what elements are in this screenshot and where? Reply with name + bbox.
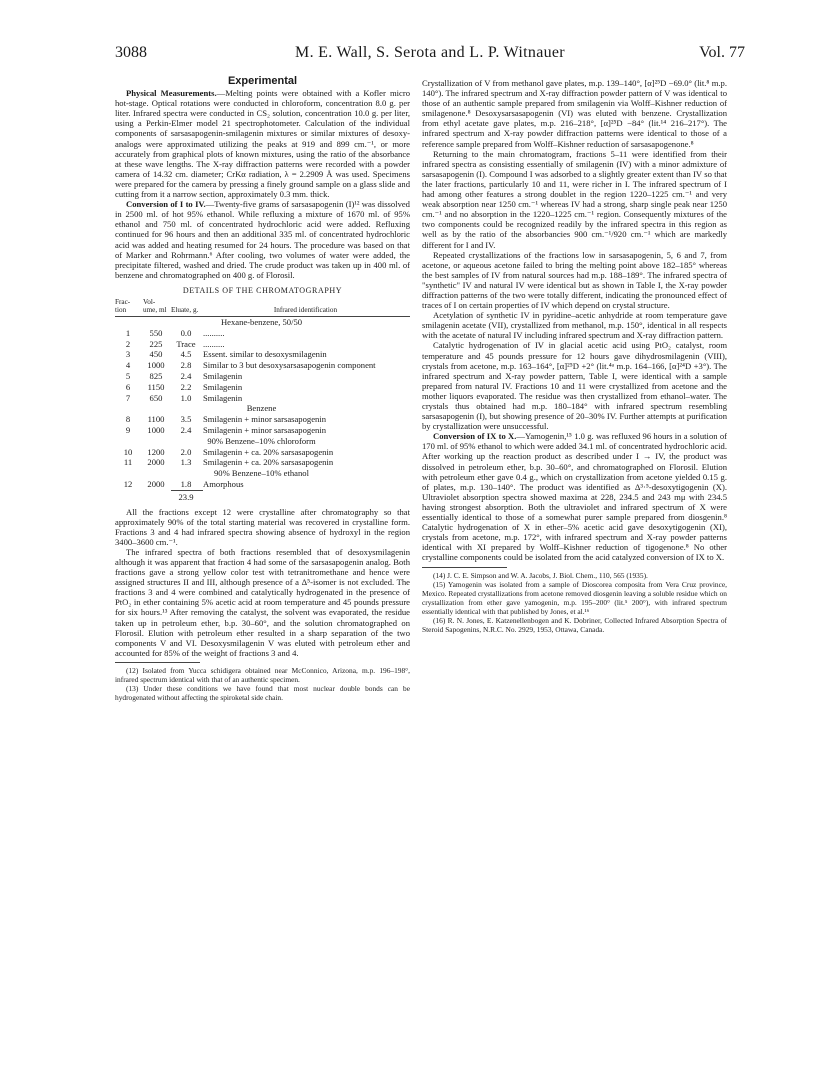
- cell-volume: 1000: [147, 360, 165, 371]
- paragraph-text: —Twenty-five grams of sarsasapogenin (I)¹² was dissolved in 2500 ml. of hot 95% ethanol. While refluxing a mixture of 1670 ml. of 95% ethanol and 750 ml. of concentrated hydrochloric acid were added. Refluxing continued for 96 hours and then an additional 335 ml. of concentrated hydrochloric acid was added and heating resumed for 24 hours. The procedure was based on that of Marker and Rohrmann.⁶ After cooling, two volumes of water were added, the precipitate filtered, washed and dried. The crude product was taken up in 400 ml. of benzene and chromatographed on 400 g. of Florosil.: [115, 199, 410, 280]
- table-row: [115, 393, 410, 404]
- solvent-group-label: Benzene: [246, 403, 277, 414]
- cell-fraction: 5: [125, 370, 131, 381]
- running-title: M. E. Wall, S. Serota and L. P. Witnauer: [295, 44, 565, 61]
- cell-infrared: Smilagenin: [203, 392, 243, 403]
- section-title: Experimental: [227, 75, 298, 87]
- cell-eluate: Trace: [176, 338, 196, 349]
- cell-total-eluate: 23.9: [171, 490, 203, 502]
- cell-volume: 650: [149, 392, 163, 403]
- table-row: [115, 479, 410, 490]
- cell-infrared: Smilagenin + minor sarsasapogenin: [203, 424, 326, 435]
- table-row: [115, 414, 410, 425]
- cell-infrared: ..........: [203, 327, 225, 338]
- col-header-infrared: Infrared identification: [203, 298, 410, 317]
- table-body: [115, 316, 410, 502]
- page-number: 3088: [115, 44, 147, 61]
- footnote-12: (12) Isolated from Yucca schidigera obtained near McConnico, Arizona, m.p. 196–198°, infrared spectrum identical with that of an authentic specimen.: [115, 665, 410, 684]
- cell-eluate: 3.5: [180, 414, 192, 425]
- right-column: [422, 78, 727, 634]
- cell-eluate: 2.0: [180, 446, 192, 457]
- cell-eluate: 2.4: [180, 370, 192, 381]
- cell-eluate: 0.0: [180, 327, 192, 338]
- paragraph-hydrogenation: Catalytic hydrogenation of IV in glacial acetic acid using PtO₂ catalyst, room temperature and 45 pounds pressure for 12 hours gave dihydrosmilagenin (VIII), crystals from acetone, m.p. 163–164°, [α]²⁵D +2° (lit.⁴ᵃ m.p. 164–166, [α]²⁴D +3°). The infrared spectrum and X-ray powder pattern, Table I, were identical with a sample prepared from natural IV. Fractions 10 and 11 were crystallized from acetone and the mother liquors evaporated. The residue was then crystallized from ethanol–water. The crystals thus obtained had m.p. 180–184° with infrared spectrum resembling sarsasapogenin (I), but showing presence of 20–30% IV. Further attempts at purification by crystallization were unsuccessful.: [422, 340, 727, 432]
- cell-fraction: 11: [123, 457, 133, 468]
- paragraph-conversion-i-iv: [115, 199, 410, 280]
- table-caption: DETAILS OF THE CHROMATOGRAPHY: [182, 285, 343, 295]
- solvent-group-label: 90% Benzene–10% chloroform: [207, 435, 316, 446]
- cell-infrared: Essent. similar to desoxysmilagenin: [203, 349, 327, 360]
- table-row: [115, 371, 410, 382]
- table-group-row: [115, 436, 410, 447]
- paragraph-crystallization-v: Crystallization of V from methanol gave plates, m.p. 139–140°, [α]²⁵D −69.0° (lit.⁸ m.p. 140°). The infrared spectrum and X-ray diffraction powder pattern of V was identical to those of an authentic sample prepared from smilagenin via Wolff–Kishner reduction of smilagenone.⁸ Desoxysarsasapogenin (VI) was eluted with benzene. Crystallization from ethyl acetate gave plates, m.p. 216–218°, [α]²⁵D −84° (lit.¹⁴ 216–217°). The infrared spectrum and X-ray powder diffraction patterns were identical to those of a reference sample prepared from Wolff–Kishner reduction of sarsasapogenone.⁸: [422, 78, 727, 149]
- paragraph-physical-measurements: [115, 88, 410, 199]
- cell-volume: 550: [149, 327, 163, 338]
- cell-volume: 2000: [147, 457, 165, 468]
- table-row: [115, 425, 410, 436]
- col-header-fraction: Frac-tion: [115, 298, 143, 317]
- cell-fraction: 1: [125, 327, 131, 338]
- paragraph-conversion-ix-x: [422, 431, 727, 562]
- cell-volume: 2000: [147, 478, 165, 489]
- cell-fraction: 3: [125, 349, 131, 360]
- table-header-row: [115, 298, 410, 317]
- cell-infrared: Amorphous: [203, 478, 244, 489]
- footnote-rule: [115, 662, 200, 663]
- table-group-row: [115, 403, 410, 414]
- footnote-rule: [422, 567, 507, 568]
- cell-eluate: 2.8: [180, 360, 192, 371]
- cell-fraction: 4: [125, 360, 131, 371]
- cell-fraction: 9: [125, 424, 131, 435]
- paragraph-text: —Melting points were obtained with a Kofler micro hot-stage. Optical rotations were conducted in chloroform, concentration 8.0 g. per liter. Infrared spectra were conducted in CS₂ solution, concentration 10.0 g. per liter, using a Perkin-Elmer model 21 spectrophotometer. Calculation of the individual components of sarsasapogenin-smilagenin mixtures or similar mixtures of desoxy-analogs were approximated utilizing the peaks at 919 and 899 cm.⁻¹, or more accurately from graphical plots of known mixtures, using the ratio of the absorbance at these wave lengths. The X-ray diffraction patterns were recorded with a powder camera of 14.32 cm. diameter; CrKα radiation, λ = 2.2909 Å was used. Specimens were prepared for the camera by pressing a finely ground sample on a glass slide and cutting from it a narrow section, approximately 0.3 mm. thick.: [115, 88, 410, 200]
- left-column: [115, 76, 410, 702]
- cell-infrared: Smilagenin + ca. 20% sarsasapogenin: [203, 446, 334, 457]
- table-total-row: [115, 490, 410, 502]
- cell-eluate: 2.2: [180, 381, 192, 392]
- col-header-volume: Vol-ume, ml: [143, 298, 171, 317]
- cell-eluate: 2.4: [180, 424, 192, 435]
- solvent-group-label: 90% Benzene–10% ethanol: [214, 468, 309, 479]
- running-header: [115, 44, 745, 64]
- col-header-eluate: Eluate, g.: [171, 298, 203, 317]
- cell-fraction: 7: [125, 392, 131, 403]
- table-group-row: [115, 316, 410, 327]
- footnote-13: (13) Under these conditions we have found that most nuclear double bonds can be hydrogenated without affecting the spiroketal side chain.: [115, 683, 410, 702]
- footnote-16: (16) R. N. Jones, E. Katzenellenbogen and K. Dobriner, Collected Infrared Absorption Spectra of Steroid Sapogenins, N.R.C. No. 2929, 1953, Ottawa, Canada.: [422, 615, 727, 634]
- paragraph-acetylation: Acetylation of synthetic IV in pyridine–acetic anhydride at room temperature gave smilagenin acetate (VII), crystallized from methanol, m.p. 150°, identical in all respects with the acetate of natural IV including infrared spectrum and X-ray diffraction pattern.: [422, 310, 727, 341]
- cell-infrared: ..........: [203, 338, 225, 349]
- solvent-group-label: Hexane-benzene, 50/50: [220, 316, 303, 327]
- chromatography-table: [115, 298, 410, 503]
- paragraph-main-chromatogram: Returning to the main chromatogram, fractions 5–11 were identified from their infrared spectra as consisting essentially of smilagenin (IV) with a minor admixture of sarsasapogenin (I). Compound I was adsorbed to a slightly greater extent than IV so that the later fractions, particularly 10 and 11, were richer in I. The infrared spectrum of I had among other features a strong doublet in the region 1220–1225 cm.⁻¹ and very weak absorption near 1250 cm.⁻¹ whereas IV had a strong, sharp single peak near 1250 cm.⁻¹ and no absorption in the 1220–1225 cm.⁻¹ region. Consequently mixtures of the two components could be recognized readily by the infrared spectra in this region as well as by the ratio of the absorbancies 900 cm.⁻¹/920 cm.⁻¹ which are markedly different for I and IV.: [422, 148, 727, 250]
- cell-fraction: 8: [125, 414, 131, 425]
- cell-volume: 825: [149, 370, 163, 381]
- cell-infrared: Smilagenin: [203, 370, 243, 381]
- cell-eluate: 1.3: [180, 457, 192, 468]
- table-row: [115, 447, 410, 458]
- run-in-heading: Physical Measurements.: [126, 88, 217, 99]
- cell-infrared: Smilagenin + ca. 20% sarsasapogenin: [203, 457, 334, 468]
- volume-number: Vol. 77: [699, 44, 745, 61]
- cell-volume: 1200: [147, 446, 165, 457]
- table-row: [115, 382, 410, 393]
- paragraph-text: —Yamogenin,¹⁵ 1.0 g. was refluxed 96 hours in a solution of 170 ml. of 95% ethanol to which were added 34.1 ml. of concentrated hydrochloric acid. After working up the reaction product as described under I → IV, the product was dissolved in petroleum ether, b.p. 30–60°, and chromatographed on Florosil. Elution with petroleum ether gave 0.4 g., which on crystallization from acetone yielded 0.15 g. of plates, m.p. 130–140°. The product was identified as Δ³·⁵-desoxytigogenin (X). Ultraviolet absorption spectra showed maxima at 228, 234.5 and 243 mμ with 234.5 having strongest absorption. Both the ultraviolet and infrared spectrum of X were essentially identical to those of a somewhat purer sample prepared from diosgenin.⁸ Catalytic hydrogenation of X in ether–5% acetic acid gave desoxytigogenin (XI), crystals from acetone, m.p. 172°, with infrared spectrum and X-ray powder patterns identical with XI prepared by Wolff–Kishner reduction of tigogenone.⁸ No other crystalline components could be isolated from the acid catalyzed conversion of IX to X.: [422, 431, 727, 563]
- cell-volume: 225: [149, 338, 163, 349]
- cell-eluate: 4.5: [180, 349, 192, 360]
- table-group-row: [115, 468, 410, 479]
- cell-fraction: 6: [125, 381, 131, 392]
- cell-infrared: Smilagenin + minor sarsasapogenin: [203, 414, 326, 425]
- run-in-heading: Conversion of IX to X.: [433, 431, 517, 442]
- paragraph-infrared-spectra: The infrared spectra of both fractions resembled that of desoxysmilagenin although it was apparent that fraction 4 had some of the sarsasapogenin analog. Both fractions gave a strong yellow color test with tetranitromethane and hence were assigned structures II and III, although presence of a Δ⁵-isomer is not excluded. The fractions 3 and 4 were combined and catalytically hydrogenated in the presence of PtO₂ in ether containing 5% acetic acid at room temperature and 45 pounds pressure for six hours.¹³ After removing the catalyst, the solvent was evaporated, the residue taken up in petroleum ether, b.p. 30–60°, and the solution chromatographed on Florosil. Elution with petroleum ether resulted in a sharp separation of the two components V and VI. Desoxysmilagenin V was eluted with petroleum ether and accounted for 85% of the weight of fractions 3 and 4.: [115, 546, 410, 658]
- table-row: [115, 360, 410, 371]
- footnote-14: (14) J. C. E. Simpson and W. A. Jacobs, J. Biol. Chem., 110, 565 (1935).: [433, 570, 648, 580]
- cell-infrared: Similar to 3 but desoxysarsasapogenin component: [203, 360, 376, 371]
- cell-eluate: 1.8: [180, 478, 192, 489]
- cell-fraction: 2: [125, 338, 131, 349]
- cell-fraction: 10: [123, 446, 133, 457]
- run-in-heading: Conversion of I to IV.: [126, 199, 206, 210]
- cell-volume: 1150: [147, 381, 165, 392]
- table-row: [115, 339, 410, 350]
- cell-eluate: 1.0: [180, 392, 192, 403]
- cell-volume: 450: [149, 349, 163, 360]
- paragraph-repeated-crystallizations: Repeated crystallizations of the fractions low in sarsasapogenin, 5, 6 and 7, from acetone, or aqueous acetone failed to bring the melting point above 182–185° whereas the best samples of IV from natural sources had m.p. 188–189°. The infrared spectra of "synthetic" IV and natural IV were identical but as shown in Table I, the X-ray powder diffraction patterns of the two were totally different, indicating the pronounced effect of traces of I on certain properties of IV which depend on crystal structure.: [422, 249, 727, 311]
- cell-volume: 1100: [147, 414, 165, 425]
- cell-infrared: Smilagenin: [203, 381, 243, 392]
- table-row: [115, 457, 410, 468]
- table-row: [115, 349, 410, 360]
- table-row: [115, 328, 410, 339]
- paragraph-fractions: All the fractions except 12 were crystalline after chromatography so that approximately 90% of the total starting material was recovered in crystalline form. Fractions 3 and 4 had infrared spectra showing absence of hydroxyl in the region 3400–3600 cm.⁻¹.: [115, 506, 410, 547]
- footnote-15: (15) Yamogenin was isolated from a sample of Dioscorea composita from Vera Cruz province, Mexico. Repeated crystallizations from acetone removed diosgenin leaving a soluble residue which on crystallization from ether gave yamogenin, m.p. 195–200° (lit.⁵ 200°), with infrared spectrum essentially identical with that published by Jones, et al.¹⁶: [422, 579, 727, 616]
- cell-volume: 1000: [147, 424, 165, 435]
- cell-fraction: 12: [123, 478, 133, 489]
